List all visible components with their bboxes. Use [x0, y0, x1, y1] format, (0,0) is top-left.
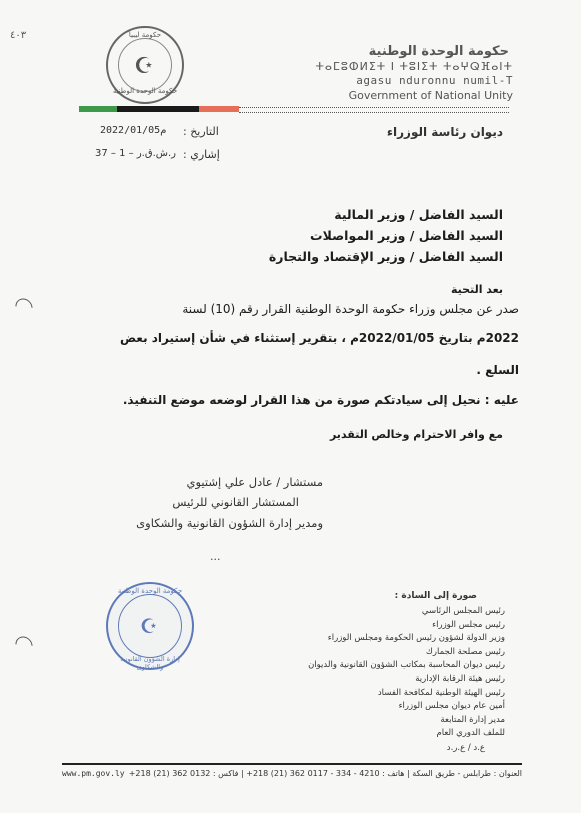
- body-line-3: السلع .: [476, 363, 519, 377]
- copies-end-mark: ع.د / ع.ر.د: [446, 743, 485, 753]
- signatory-department: ومدير إدارة الشؤون القانونية والشكاوى: [136, 516, 323, 530]
- corner-mark: ٤٠٣: [10, 30, 27, 41]
- reference-label: إشاري :: [183, 148, 220, 161]
- recipient-finance: السيد الفاضل / وزير المالية: [334, 207, 503, 222]
- official-stamp: [106, 582, 194, 670]
- stamp-top-text: حكومة الوحدة الوطنية: [117, 587, 183, 595]
- copies-item: للملف الدوري العام: [436, 728, 505, 739]
- government-seal: [106, 26, 184, 104]
- copies-item: مدير إدارة المتابعة: [440, 714, 505, 725]
- copies-item: أمين عام ديوان مجلس الوزراء: [398, 701, 505, 712]
- band-black-2: [162, 106, 199, 112]
- band-red: [199, 106, 239, 112]
- closing-line: مع وافر الاحترام وخالص التقدير: [329, 428, 503, 441]
- copies-title: صورة إلى السادة :: [394, 591, 477, 601]
- reference-value: ر.ش.ق.ر – 1 – 37: [95, 148, 176, 159]
- date-value: 2022/01/05م: [100, 125, 167, 136]
- recipient-economy: السيد الفاضل / وزير الإقتصاد والتجارة: [268, 249, 503, 264]
- copies-item: وزير الدولة لشؤون رئيس الحكومة ومجلس الوزراء: [327, 633, 505, 644]
- copies-item: رئيس هيئة الرقابة الإدارية: [415, 674, 505, 684]
- signature-scrawl: ...: [210, 550, 221, 563]
- body-line-1: صدر عن مجلس وزراء حكومة الوحدة الوطنية القرار رقم (10) لسنة: [182, 302, 519, 316]
- signatory-title: المستشار القانوني للرئيس: [172, 495, 299, 509]
- body-line-4: عليه : نحيل إلى سيادتكم صورة من هذا القرار لوضعه موضع التنفيذ.: [122, 393, 519, 407]
- footer-rule: [62, 763, 522, 765]
- seal-top-text: حكومة ليبيا: [128, 31, 162, 39]
- punch-hole-bottom: [12, 633, 36, 657]
- government-name-tamazight: agasu nduronnu numil-T: [356, 74, 513, 87]
- copies-item: رئيس مجلس الوزراء: [432, 619, 505, 630]
- crescent-star-icon: ☪: [134, 54, 154, 79]
- header-divider: [239, 107, 509, 113]
- government-name-tifinagh: ⵜⴰⵎⵓⵀⵍⵉⵜ ⵏ ⵜⵓⵏⵉⵜ ⵜⴰⵖⵕⴼⴰⵏⵜ: [315, 60, 513, 73]
- copies-item: رئيس المجلس الرئاسي: [421, 606, 505, 616]
- copies-item: رئيس مصلحة الجمارك: [425, 646, 505, 657]
- stamp-bottom-text: إدارة الشؤون القانونية والشكاوى: [120, 655, 180, 671]
- seal-bottom-text: حكومة الوحدة الوطنية: [112, 87, 178, 95]
- body-line-2: 2022م بتاريخ 2022/01/05م ، بتقرير إستثناء في شأن إستيراد بعض: [119, 331, 519, 345]
- band-green: [79, 106, 117, 112]
- stamp-crescent-icon: ☪: [140, 614, 158, 638]
- copies-item: رئيس الهيئة الوطنية لمكافحة الفساد: [377, 687, 505, 698]
- office-name: ديوان رئاسة الوزراء: [386, 125, 503, 139]
- signatory-name: مستشار / عادل علي إشتيوي: [186, 475, 323, 489]
- recipient-transport: السيد الفاضل / وزير المواصلات: [310, 228, 503, 243]
- flag-color-band: [79, 106, 239, 112]
- footer-address: العنوان : طرابلس - طريق السكة | هاتف : 4210 - 334 - 0117 362 (21) 218+ | فاكس : 0132 362 (21) 218+: [128, 769, 522, 778]
- punch-hole-top: [12, 295, 36, 319]
- date-label: التاريخ :: [183, 125, 219, 138]
- government-name-arabic: حكومة الوحدة الوطنية: [368, 44, 509, 59]
- copies-item: رئيس ديوان المحاسبة بمكاتب الشؤون القانونية والديوان: [308, 660, 505, 671]
- footer: [62, 769, 522, 778]
- government-name-english: Government of National Unity: [348, 89, 513, 102]
- footer-website: www.pm.gov.ly: [62, 769, 125, 778]
- greeting: بعد التحية: [450, 283, 503, 296]
- band-black: [117, 106, 162, 112]
